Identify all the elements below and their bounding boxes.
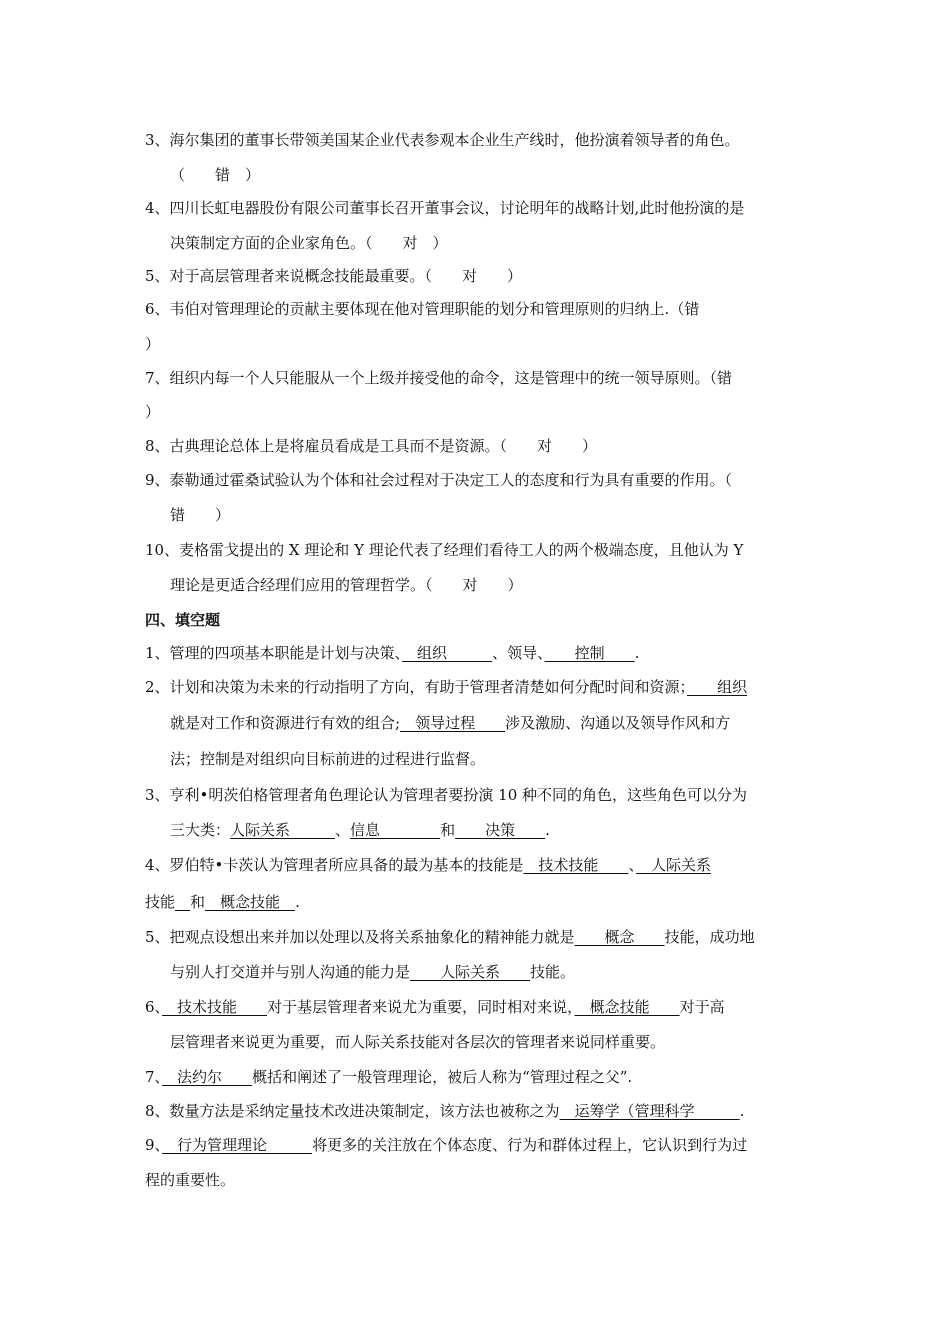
fill-q5-blank1: 概念	[574, 928, 665, 946]
q6-line2: ）	[145, 335, 161, 353]
fill-q4-text: 4、罗伯特•卡茨认为管理者所应具备的最为基本的技能是	[145, 856, 524, 874]
q3-line1: 3、海尔集团的董事长带领美国某企业代表参观本企业生产线时，他扮演着领导者的角色。	[145, 131, 740, 149]
fill-q8-blank: 运筹学（管理科学	[559, 1102, 740, 1120]
fill-q3-blank3: 决策	[455, 821, 546, 839]
fill-q9-num: 9、	[145, 1136, 163, 1154]
fill-q2-blank1: 组织	[687, 678, 748, 696]
q10-line2: 理论是更适合经理们应用的管理哲学。（ 对 ）	[170, 576, 523, 594]
fill-q1-end: .	[634, 644, 640, 662]
section-heading: 四、填空题	[145, 611, 221, 629]
fill-q5-line2	[170, 962, 575, 982]
fill-q6-text2: 对于高	[679, 998, 725, 1016]
fill-q3-blank2: 信息	[350, 821, 441, 839]
fill-q1-blank1: 组织	[402, 644, 493, 662]
fill-q3-and: 和	[440, 821, 456, 839]
fill-q5-blank2: 人际关系	[410, 963, 531, 981]
fill-q8-end: .	[739, 1102, 745, 1120]
q5-line1: 5、对于高层管理者来说概念技能最重要。（ 对 ）	[145, 267, 523, 285]
fill-q1-blank2: 控制	[544, 644, 635, 662]
fill-q9-line2: 程的重要性。	[145, 1171, 236, 1189]
fill-q2-text3: 涉及激励、沟通以及领导作风和方	[505, 714, 731, 732]
fill-q3-line1: 3、亨利•明茨伯格管理者角色理论认为管理者要扮演 10 种不同的角色，这些角色可以分为	[145, 786, 748, 804]
fill-q6-num: 6、	[145, 998, 163, 1016]
fill-q4-line2	[145, 892, 300, 912]
q7-line2: ）	[145, 403, 161, 421]
fill-q2-blank2: 领导过程	[400, 714, 506, 732]
fill-q7	[145, 1067, 632, 1087]
q10-line1: 10、麦格雷戈提出的 X 理论和 Y 理论代表了经理们看待工人的两个极端态度，且他认为 Y	[145, 541, 744, 559]
fill-q3-sep: 、	[335, 821, 351, 839]
fill-q7-num: 7、	[145, 1068, 163, 1086]
fill-q5-text2: 技能，成功地	[664, 928, 755, 946]
q8-line1: 8、古典理论总体上是将雇员看成是工具而不是资源。（ 对 ）	[145, 437, 598, 455]
fill-q3-line2	[170, 820, 550, 840]
fill-q4-and: 和	[190, 893, 206, 911]
fill-q8-text: 8、数量方法是采纳定量技术改进决策制定，该方法也被称之为	[145, 1102, 560, 1120]
fill-q5-end: 技能。	[530, 963, 576, 981]
q4-line2: 决策制定方面的企业家角色。（ 对 ）	[170, 234, 448, 252]
fill-q2-line2	[170, 713, 730, 733]
q9-line1: 9、泰勒通过霍桑试验认为个体和社会过程对于决定工人的态度和行为具有重要的作用。（	[145, 471, 733, 489]
fill-q4-line1	[145, 855, 711, 875]
fill-q6-line1	[145, 997, 725, 1017]
fill-q6-blank2: 概念技能	[574, 998, 680, 1016]
fill-q2-line3: 法；控制是对组织向目标前进的过程进行监督。	[170, 750, 486, 768]
fill-q4-blank1: 技术技能	[523, 856, 614, 874]
fill-q1	[145, 643, 639, 663]
fill-q3-end: .	[545, 821, 550, 839]
q6-line1: 6、韦伯对管理理论的贡献主要体现在他对管理职能的划分和管理原则的归纳上.（错	[145, 300, 700, 318]
fill-q6-line2: 层管理者来说更为重要，而人际关系技能对各层次的管理者来说同样重要。	[170, 1033, 666, 1051]
q3-answer: （ 错 ）	[170, 166, 261, 184]
fill-q9-text: 将更多的关注放在个体态度、行为和群体过程上，它认识到行为过	[312, 1136, 748, 1154]
q9-line2: 错 ）	[170, 506, 231, 524]
q4-line1: 4、四川长虹电器股份有限公司董事长召开董事会议，讨论明年的战略计划,此时他扮演的是	[145, 199, 745, 217]
fill-q1-text2: 、领导、	[492, 644, 545, 662]
q7-line1: 7、组织内每一个人只能服从一个上级并接受他的命令，这是管理中的统一领导原则。（错	[145, 369, 733, 387]
fill-q3-text: 三大类：	[170, 821, 231, 839]
fill-q7-blank: 法约尔	[162, 1068, 253, 1086]
fill-q4-end: .	[295, 893, 300, 911]
fill-q2-text: 2、计划和决策为未来的行动指明了方向，有助于管理者清楚如何分配时间和资源；	[145, 678, 688, 696]
fill-q3-blank1: 人际关系	[230, 821, 336, 839]
fill-q4-sep: 、	[628, 856, 636, 874]
fill-q5-line1	[145, 927, 755, 947]
fill-q4-blank2	[613, 856, 628, 874]
fill-q1-text: 1、管理的四项基本职能是计划与决策、	[145, 644, 403, 662]
fill-q8	[145, 1101, 744, 1121]
fill-q6-text: 对于基层管理者来说尤为重要，同时相对来说，	[267, 998, 575, 1016]
fill-q4-text2: 技能	[145, 893, 176, 911]
fill-q2-line1	[145, 677, 747, 697]
fill-q4-blank3: 人际关系	[635, 856, 711, 874]
fill-q6-blank1: 技术技能	[162, 998, 268, 1016]
fill-q9-line1	[145, 1135, 747, 1155]
fill-q7-text: 概括和阐述了一般管理理论，被后人称为“管理过程之父”.	[252, 1068, 633, 1086]
fill-q4-blank5: 概念技能	[205, 893, 296, 911]
fill-q4-blank4	[175, 893, 190, 911]
fill-q5-text: 5、把观点设想出来并加以处理以及将关系抽象化的精神能力就是	[145, 928, 575, 946]
fill-q2-text2: 就是对工作和资源进行有效的组合;	[170, 714, 401, 732]
fill-q9-blank: 行为管理理论	[162, 1136, 313, 1154]
fill-q5-text3: 与别人打交道并与别人沟通的能力是	[170, 963, 411, 981]
